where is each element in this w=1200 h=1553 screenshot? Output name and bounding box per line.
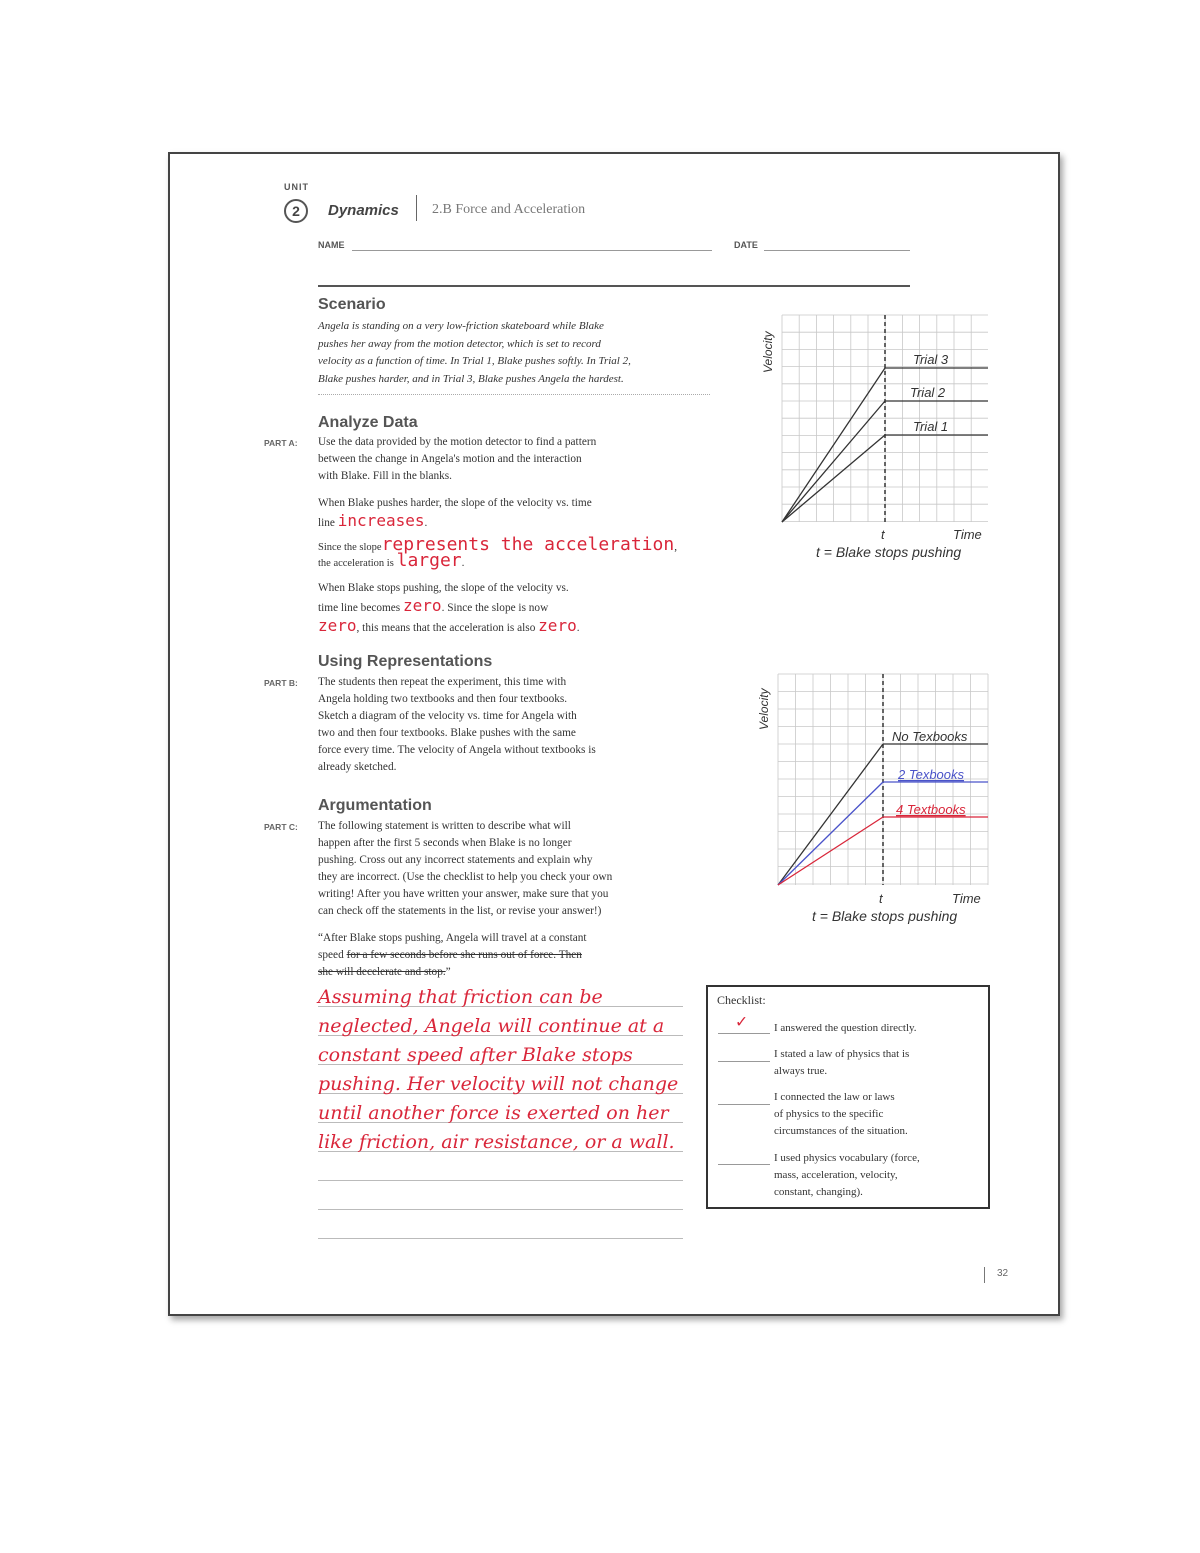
part-c-label: PART C: [264, 822, 298, 832]
x-axis-label: Time [953, 527, 982, 542]
checklist-item: I connected the law or laws of physics to the specific circumstances of the situation. [774, 1091, 908, 1137]
checklist-item: I answered the question directly. [774, 1022, 917, 1034]
checklist-box [706, 985, 990, 1209]
name-label: NAME [318, 240, 345, 250]
checklist-title: Checklist: [717, 993, 766, 1007]
four-textbooks-label: 4 Textbooks [896, 802, 966, 817]
header-rule [318, 285, 910, 287]
checklist-checkbox[interactable] [718, 1033, 770, 1034]
unit-number: 2 [284, 199, 308, 223]
answer-line [318, 1180, 683, 1181]
struck-text-2: she will decelerate and stop. [318, 966, 446, 978]
part-a-label: PART A: [264, 438, 298, 448]
struck-text-1: for a few seconds before she runs out of force. Then [346, 949, 582, 961]
checkmark-icon: ✓ [736, 1011, 747, 1032]
velocity-graph-trials [750, 305, 1000, 575]
fill-zero-3[interactable]: zero [538, 616, 577, 635]
part-b-text: The students then repeat the experiment, this time with Angela holding two textbooks and then four textbooks. Sketch a diagram of the velocity vs. time for Angela with two and then four textbooks. Blake pushes with the same force every time. The velocity of Angela without textbooks is already sketched. [318, 676, 596, 773]
header-divider [416, 195, 417, 221]
checklist-checkbox[interactable] [718, 1061, 770, 1062]
statement-acceleration: Since the sloperepresents the acceleration, the acceleration is larger. [318, 534, 678, 571]
scenario-heading: Scenario [318, 296, 386, 313]
two-textbooks-label: 2 Texbooks [898, 767, 965, 782]
y-axis-label: Velocity [757, 688, 771, 730]
graph1-caption: t = Blake stops pushing [816, 544, 962, 560]
quote-statement: “After Blake stops pushing, Angela will travel at a constant speed for a few seconds before she runs out of force. Then she will decelerate and stop.” [318, 932, 587, 978]
t-tick-label: t [881, 527, 885, 542]
statement-slope: When Blake pushes harder, the slope of the velocity vs. time line increases. [318, 497, 592, 530]
statement-zero: When Blake stops pushing, the slope of the velocity vs. time line becomes zero. Since the slope is now zero, this means that the acceleration is also zero. [318, 582, 580, 635]
answer-line [318, 1238, 683, 1239]
trial-3-label: Trial 3 [913, 352, 949, 367]
fill-zero-1[interactable]: zero [403, 596, 442, 615]
checklist-item: I used physics vocabulary (force, mass, acceleration, velocity, constant, changing). [774, 1152, 920, 1198]
date-label: DATE [734, 240, 758, 250]
fill-represents[interactable]: represents the acceleration [381, 534, 675, 555]
argumentation-heading: Argumentation [318, 797, 432, 814]
velocity-graph-textbooks [748, 670, 998, 940]
checklist-checkbox[interactable] [718, 1164, 770, 1165]
unit-title: Dynamics [328, 202, 399, 219]
trial-1-label: Trial 1 [913, 419, 949, 434]
trial-2-label: Trial 2 [910, 385, 946, 400]
t-tick-label: t [879, 891, 883, 906]
part-b-label: PART B: [264, 678, 298, 688]
handwritten-answer[interactable]: Assuming that friction can be neglected, Angela will continue at a constant speed after Blake stops pushing. Her velocity will not change until another force is exerted on her like friction, air resistance, or a wall. [318, 986, 679, 1153]
fill-larger[interactable]: larger [396, 550, 462, 571]
x-axis-label: Time [952, 891, 981, 906]
analyze-heading: Analyze Data [318, 414, 418, 431]
fill-zero-2[interactable]: zero [318, 616, 357, 635]
scenario-divider [318, 394, 710, 395]
part-a-text: Use the data provided by the motion detector to find a pattern between the change in Angela's motion and the interaction with Blake. Fill in the blanks. [318, 436, 597, 482]
date-field[interactable] [764, 250, 910, 251]
lesson-subtitle: 2.B Force and Acceleration [432, 202, 586, 217]
scenario-text: Angela is standing on a very low-friction skateboard while Blake pushes her away from the motion detector, which is set to record velocity as a function of time. In Trial 1, Blake pushes softly. In Trial 2, Blake pushes harder, and in Trial 3, Blake pushes Angela the hardest. [318, 320, 631, 385]
page-number: 32 [997, 1268, 1009, 1279]
answer-line [318, 1209, 683, 1210]
part-c-text: The following statement is written to describe what will happen after the first 5 seconds when Blake is no longer pushing. Cross out any incorrect statements and explain why they are incorrect. (Use the checklist to help you check your own writing! After you have written your answer, make sure that you can check off the statements in the list, or revise your answer!) [318, 820, 613, 917]
no-textbooks-label: No Texbooks [892, 729, 968, 744]
graph2-caption: t = Blake stops pushing [812, 908, 958, 924]
representations-heading: Using Representations [318, 653, 493, 670]
unit-label: UNIT [284, 182, 309, 192]
page-number-divider [984, 1267, 985, 1283]
y-axis-label: Velocity [761, 331, 775, 373]
name-field[interactable] [352, 250, 712, 251]
checklist-checkbox[interactable] [718, 1104, 770, 1105]
checklist-item: I stated a law of physics that is always true. [774, 1048, 910, 1077]
fill-increases[interactable]: increases [337, 511, 425, 530]
